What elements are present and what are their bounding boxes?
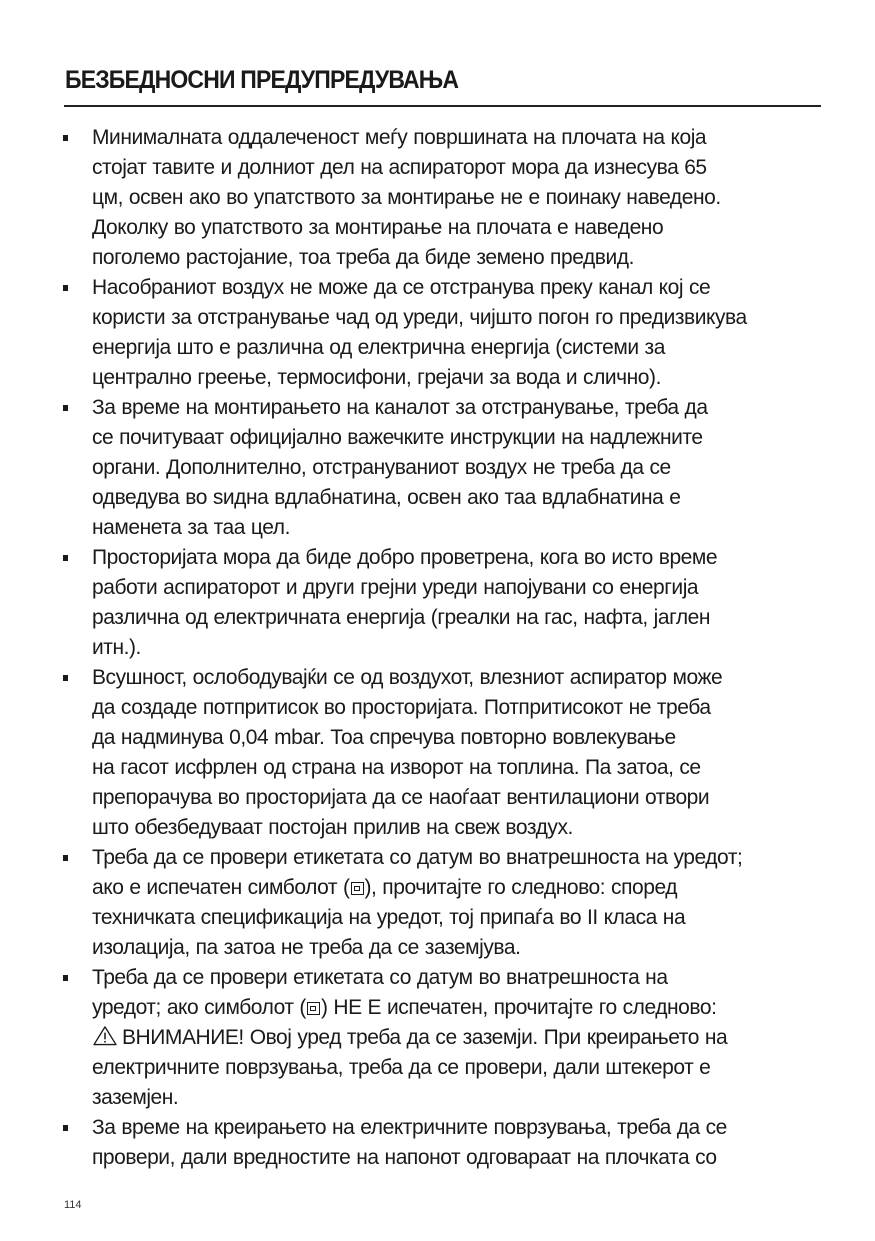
- text-line: се почитуваат официјално важечките инструкции на надлежните: [92, 426, 703, 449]
- bullet-icon: [63, 555, 68, 561]
- text-line: изолација, па затоа не треба да се заземјува.: [92, 936, 521, 959]
- text-segment: ако е испечатен симболот (: [92, 876, 350, 899]
- title-divider: [64, 105, 821, 107]
- bullet-icon: [63, 675, 68, 681]
- bullet-icon: [63, 405, 68, 411]
- text-line: Просторијата мора да биде добро проветрена, кога во исто време: [92, 546, 718, 569]
- text-line: провери, дали вредностите на напонот одговараат на плочката со: [92, 1146, 717, 1169]
- warning-triangle-icon: [92, 1025, 118, 1046]
- text-line: препорачува во просторијата да се наоѓаат вентилациони отвори: [92, 786, 710, 809]
- warning-item-voltage-check: [60, 1113, 832, 1173]
- text-line: на гасот исфрлен од страна на изворот на топлина. Па затоа, се: [92, 756, 701, 779]
- text-line: наменета за таа цел.: [92, 516, 290, 539]
- text-line: да создаде потпритисок во просторијата. Потпритисокот не треба: [92, 696, 711, 719]
- warning-item-negative-pressure: [60, 663, 832, 843]
- text-line: Минималната оддалеченост меѓу површината на плочата на која: [92, 126, 707, 149]
- text-line: Доколку во упатството за монтирање на плочата е наведено: [92, 216, 664, 239]
- text-line-with-symbol: [92, 873, 832, 903]
- warning-text: ВНИМАНИЕ! Овој уред треба да се заземји. При креирањето на: [122, 1026, 728, 1049]
- text-line: За време на монтирањето на каналот за отстранување, треба да: [92, 396, 708, 419]
- text-line: различна од електричната енергија (греалки на гас, нафта, јаглен: [92, 606, 711, 629]
- text-line: стојат тавите и долниот дел на аспираторот мора да изнесува 65: [92, 156, 707, 179]
- text-line: работи аспираторот и други грејни уреди напојувани со енергија: [92, 576, 699, 599]
- text-line-with-symbol: [92, 993, 832, 1023]
- bullet-icon: [63, 285, 68, 291]
- class-ii-double-insulation-icon: [307, 1002, 320, 1015]
- text-line: Насобраниот воздух не може да се отстранува преку канал кој се: [92, 276, 711, 299]
- text-line: користи за отстранување чад од уреди, чијшто погон го предизвикува: [92, 306, 747, 329]
- page-number: 114: [64, 1199, 82, 1211]
- warning-item-min-distance: [60, 123, 832, 273]
- text-line: итн.).: [92, 636, 141, 659]
- text-line: техничката спецификација на уредот, тој припаѓа во II класа на: [92, 906, 686, 929]
- bullet-icon: [63, 135, 68, 141]
- warning-item-exhaust-channel: [60, 273, 832, 393]
- warning-item-class-ii-label: [60, 843, 832, 963]
- text-line: што обезбедуваат постојан прилив на свеж воздух.: [92, 816, 573, 839]
- text-segment: ), прочитајте го следново: според: [364, 876, 678, 899]
- text-line: заземјен.: [92, 1086, 179, 1109]
- text-line: цм, освен ако во упатството за монтирање не е поинаку наведено.: [92, 186, 721, 209]
- text-line: електричните поврзувања, треба да се провери, дали штекерот е: [92, 1056, 711, 1079]
- text-line: централно греење, термосифони, грејачи за вода и слично).: [92, 366, 661, 389]
- warning-item-grounding: [60, 963, 832, 1113]
- bullet-icon: [63, 855, 68, 861]
- text-line: одведува во ѕидна вдлабнатина, освен ако таа вдлабнатина е: [92, 486, 681, 509]
- text-line: Всушност, ослободувајќи се од воздухот, влезниот аспиратор може: [92, 666, 723, 689]
- warning-item-installation-rules: [60, 393, 832, 543]
- text-segment: уредот; ако симболот (: [92, 996, 306, 1019]
- text-line: Треба да се провери етикетата со датум во внатрешноста на: [92, 966, 668, 989]
- text-line: За време на креирањето на електричните поврзувања, треба да се: [92, 1116, 727, 1139]
- warning-item-ventilation: [60, 543, 832, 663]
- page-title: БЕЗБЕДНОСНИ ПРЕДУПРЕДУВАЊА: [65, 66, 459, 94]
- text-line: поголемо растојание, тоа треба да биде земено предвид.: [92, 246, 634, 269]
- bullet-icon: [63, 975, 68, 981]
- text-line: органи. Дополнително, отстрануваниот воздух не треба да се: [92, 456, 671, 479]
- safety-warnings-list: [60, 123, 832, 1173]
- bullet-icon: [63, 1125, 68, 1131]
- text-line: да надминува 0,04 mbar. Тоа спречува повторно вовлекување: [92, 726, 676, 749]
- text-line: Треба да се провери етикетата со датум во внатрешноста на уредот;: [92, 846, 743, 869]
- warning-text-line: [92, 1023, 832, 1053]
- text-line: енергија што е различна од електрична енергија (системи за: [92, 336, 665, 359]
- class-ii-double-insulation-icon: [351, 882, 364, 895]
- text-segment: ) НЕ Е испечатен, прочитајте го следново:: [320, 996, 717, 1019]
